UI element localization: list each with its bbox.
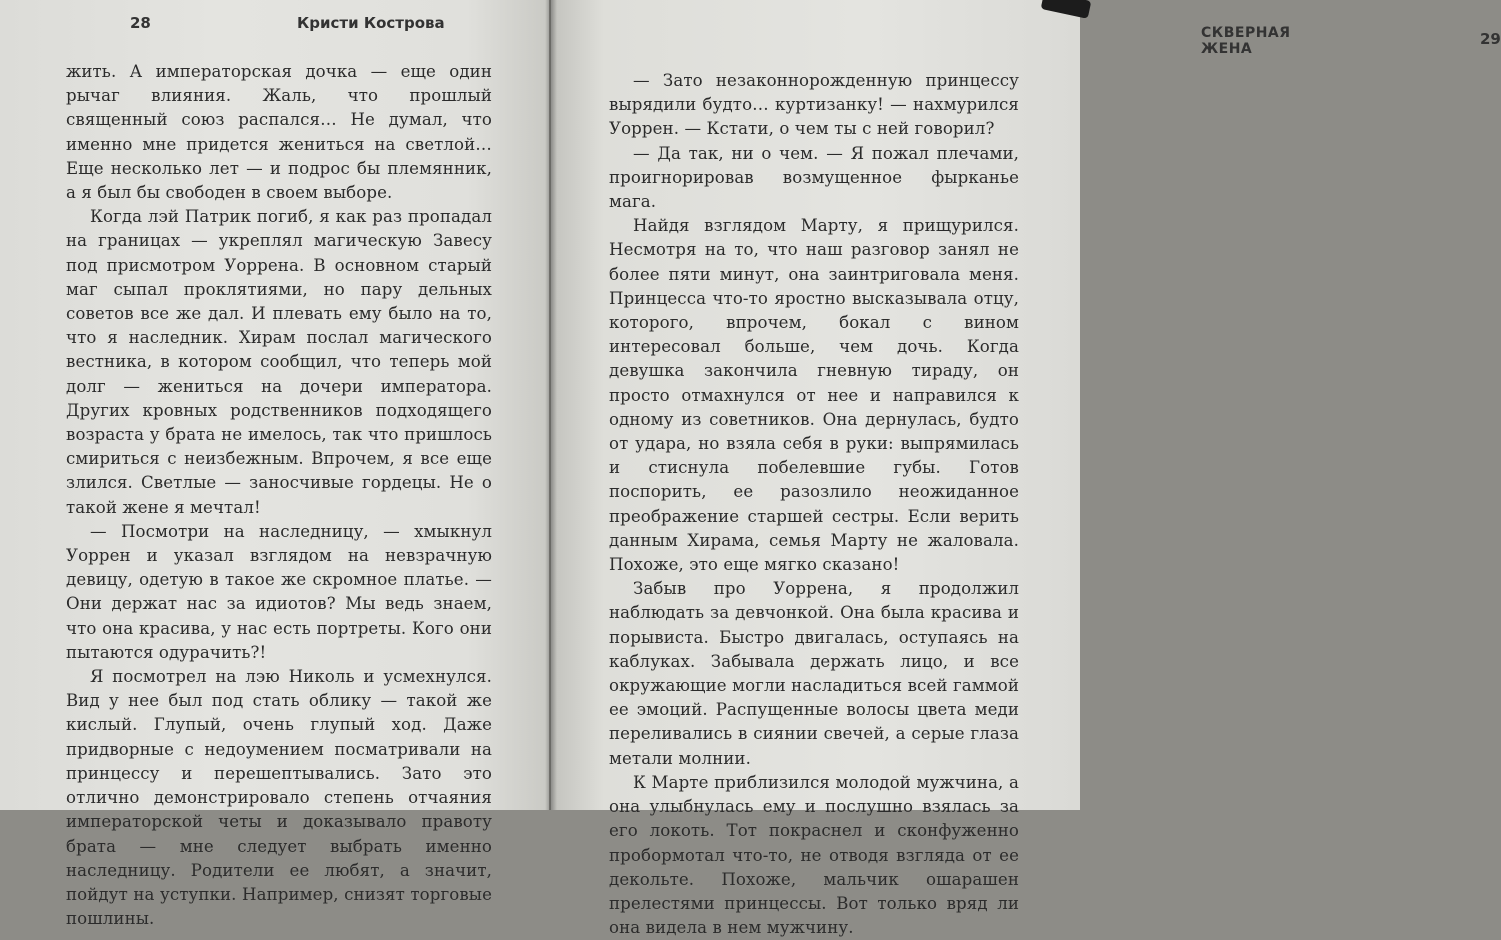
paragraph: Забыв про Уоррена, я продолжил наблюдать за девчонкой. Она была красива и порывиста. Быстро двигалась, оступаясь на каблуках. Забывала держать лицо, и все окружающие могли насладиться всей гаммой ее эмоций. Распущенные волосы цвета меди переливались в сиянии свечей, а серые глаза метали молнии. (609, 579, 1019, 768)
paragraph: Я посмотрел на лэю Николь и усмехнулся. Вид у нее был под стать облику — такой же кислый. Глупый, очень глупый ход. Даже придворные с недоумением посматривали на принцессу и перешептывались. Зато это отлично демонстрировало степень отчаяния императорской четы и доказывало правоту брата — мне следует выбрать именно наследницу. Родители ее любят, а значит, пойдут на уступки. Например, снизят торговые пошлины. (66, 667, 492, 929)
paragraph: Когда лэй Патрик погиб, я как раз пропадал на границах — укреплял магическую Завесу под присмотром Уоррена. В основном старый маг сыпал проклятиями, но пару дельных советов все же дал. И плевать ему было на то, что я наследник. Хирам послал магического вестника, в котором сообщил, что теперь мой долг — жениться на дочери императора. Других кровных родственников подходящего возраста у брата не имелось, так что пришлось смириться с неизбежным. Впрочем, я все еще злился. Светлые — заносчивые гордецы. Не о такой жене я мечтал! (66, 207, 492, 517)
running-head-author: Кристи Кострова (297, 14, 445, 32)
paragraph: Найдя взглядом Марту, я прищурился. Несмотря на то, что наш разговор занял не более пяти минут, она заинтриговала меня. Принцесса что-то яростно высказывала отцу, которого, впрочем, бокал с вином интересовал больше, чем дочь. Когда девушка закончила гневную тираду, он просто отмахнулся от нее и направился к одному из советников. Она дернулась, будто от удара, но взяла себя в руки: выпрямилась и стиснула побелевшие губы. Готов поспорить, ее разозлило неожиданное преображение старшей сестры. Если верить данным Хирама, семья Марту не жаловала. Похоже, это еще мягко сказано! (609, 216, 1019, 575)
page-number: 29 (1480, 30, 1501, 48)
book-gutter (545, 0, 557, 810)
paragraph: К Марте приблизился молодой мужчина, а она улыбнулась ему и послушно взялась за его локоть. Тот покраснел и сконфуженно пробормотал что-то, не отводя взгляда от ее декольте. Похоже, мальчик ошарашен прелестями принцессы. Вот только вряд ли она видела в нем мужчину. (609, 772, 1019, 938)
page-number: 28 (130, 14, 151, 32)
running-head-title: СКВЕРНАЯ ЖЕНА (1201, 25, 1291, 57)
pen-tip (1041, 0, 1092, 19)
right-page (551, 0, 1501, 938)
left-page (0, 0, 549, 929)
body-text (609, 69, 1019, 940)
paragraph: — Посмотри на наследницу, — хмыкнул Уоррен и указал взглядом на невзрачную девицу, одетую в такое же скромное платье. — Они держат нас за идиотов? Мы ведь знаем, что она красива, у нас есть портреты. Кого они пытаются одурачить?! (66, 521, 492, 662)
paragraph: — Зато незаконнорожденную принцессу вырядили будто… куртизанку! — нахмурился Уоррен. — Кстати, о чем ты с ней говорил? (609, 71, 1019, 139)
paragraph: жить. А императорская дочка — еще один рычаг влияния. Жаль, что прошлый священный союз распался… Не думал, что именно мне придется жениться на светлой… Еще несколько лет — и подрос бы племянник, а я был бы свободен в своем выборе. (66, 62, 492, 203)
paragraph: — Да так, ни о чем. — Я пожал плечами, проигнорировав возмущенное фырканье мага. (609, 143, 1019, 212)
body-text (66, 60, 492, 931)
